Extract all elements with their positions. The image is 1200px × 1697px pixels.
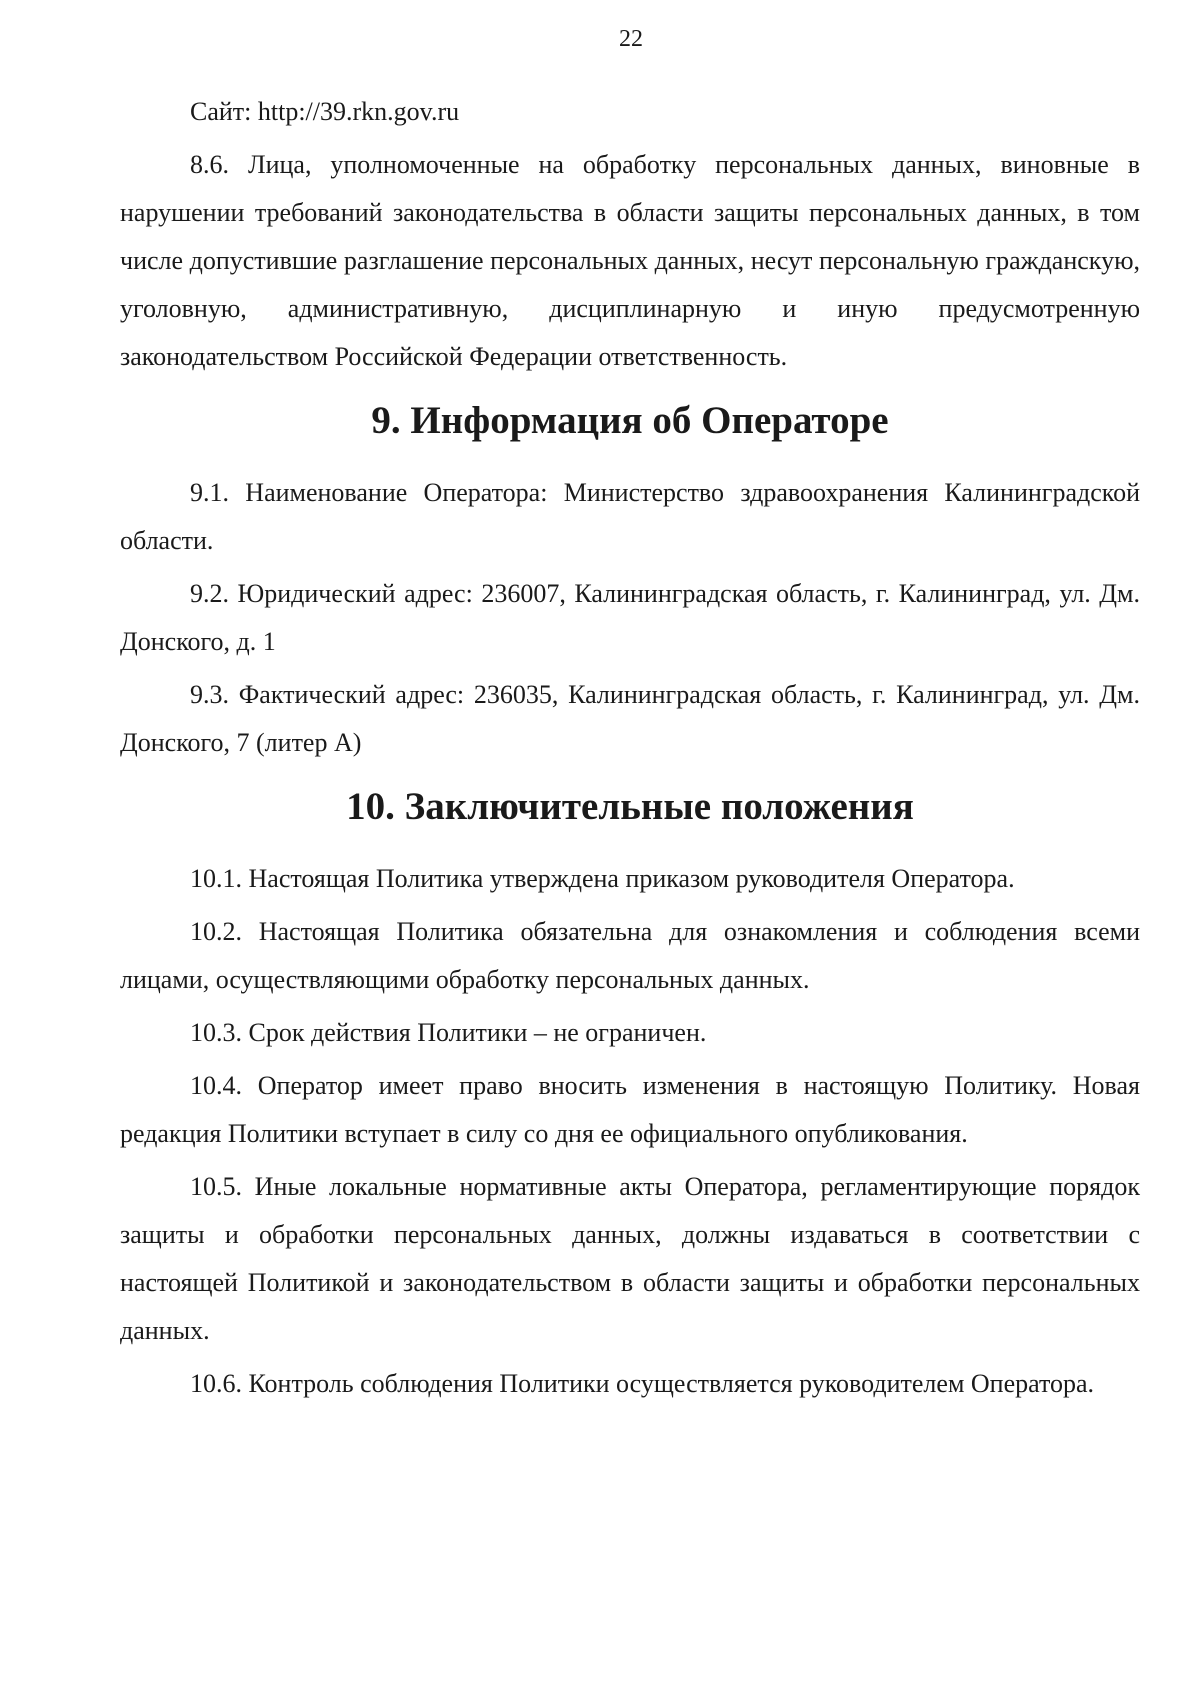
paragraph-10-2: 10.2. Настоящая Политика обязательна для ознакомления и соблюдения всеми лицами, осуществляющими обработку персональных данных. <box>120 917 1140 994</box>
page-number: 22 <box>619 26 643 52</box>
section-9-heading: 9. Информация об Операторе <box>371 399 889 442</box>
paragraph-9-2: 9.2. Юридический адрес: 236007, Калининградская область, г. Калининград, ул. Дм. Донского, д. 1 <box>120 579 1140 656</box>
section-10-heading: 10. Заключительные положения <box>346 785 914 828</box>
paragraph-9-3: 9.3. Фактический адрес: 236035, Калининградская область, г. Калининград, ул. Дм. Донского, 7 (литер А) <box>120 680 1140 757</box>
paragraph-9-1: 9.1. Наименование Оператора: Министерство здравоохранения Калининградской области. <box>120 478 1140 555</box>
paragraph-8-6: 8.6. Лица, уполномоченные на обработку персональных данных, виновные в нарушении требований законодательства в области защиты персональных данных, в том числе допустившие разглашение персональных данных, несут персональную гражданскую, уголовную, административную, дисциплинарную и иную предусмотренную законодательством Российской Федерации ответственность. <box>120 150 1140 371</box>
site-line: Сайт: http://39.rkn.gov.ru <box>190 97 460 126</box>
paragraph-10-3: 10.3. Срок действия Политики – не ограничен. <box>190 1018 707 1047</box>
paragraph-10-5: 10.5. Иные локальные нормативные акты Оператора, регламентирующие порядок защиты и обработки персональных данных, должны издаваться в соответствии с настоящей Политикой и законодательством в области защиты и обработки персональных данных. <box>120 1172 1140 1345</box>
paragraph-10-4: 10.4. Оператор имеет право вносить изменения в настоящую Политику. Новая редакция Политики вступает в силу со дня ее официального опубликования. <box>120 1071 1140 1148</box>
paragraph-10-6: 10.6. Контроль соблюдения Политики осуществляется руководителем Оператора. <box>190 1369 1095 1398</box>
paragraph-10-1: 10.1. Настоящая Политика утверждена приказом руководителя Оператора. <box>190 864 1015 893</box>
document-body <box>120 88 1140 1413</box>
